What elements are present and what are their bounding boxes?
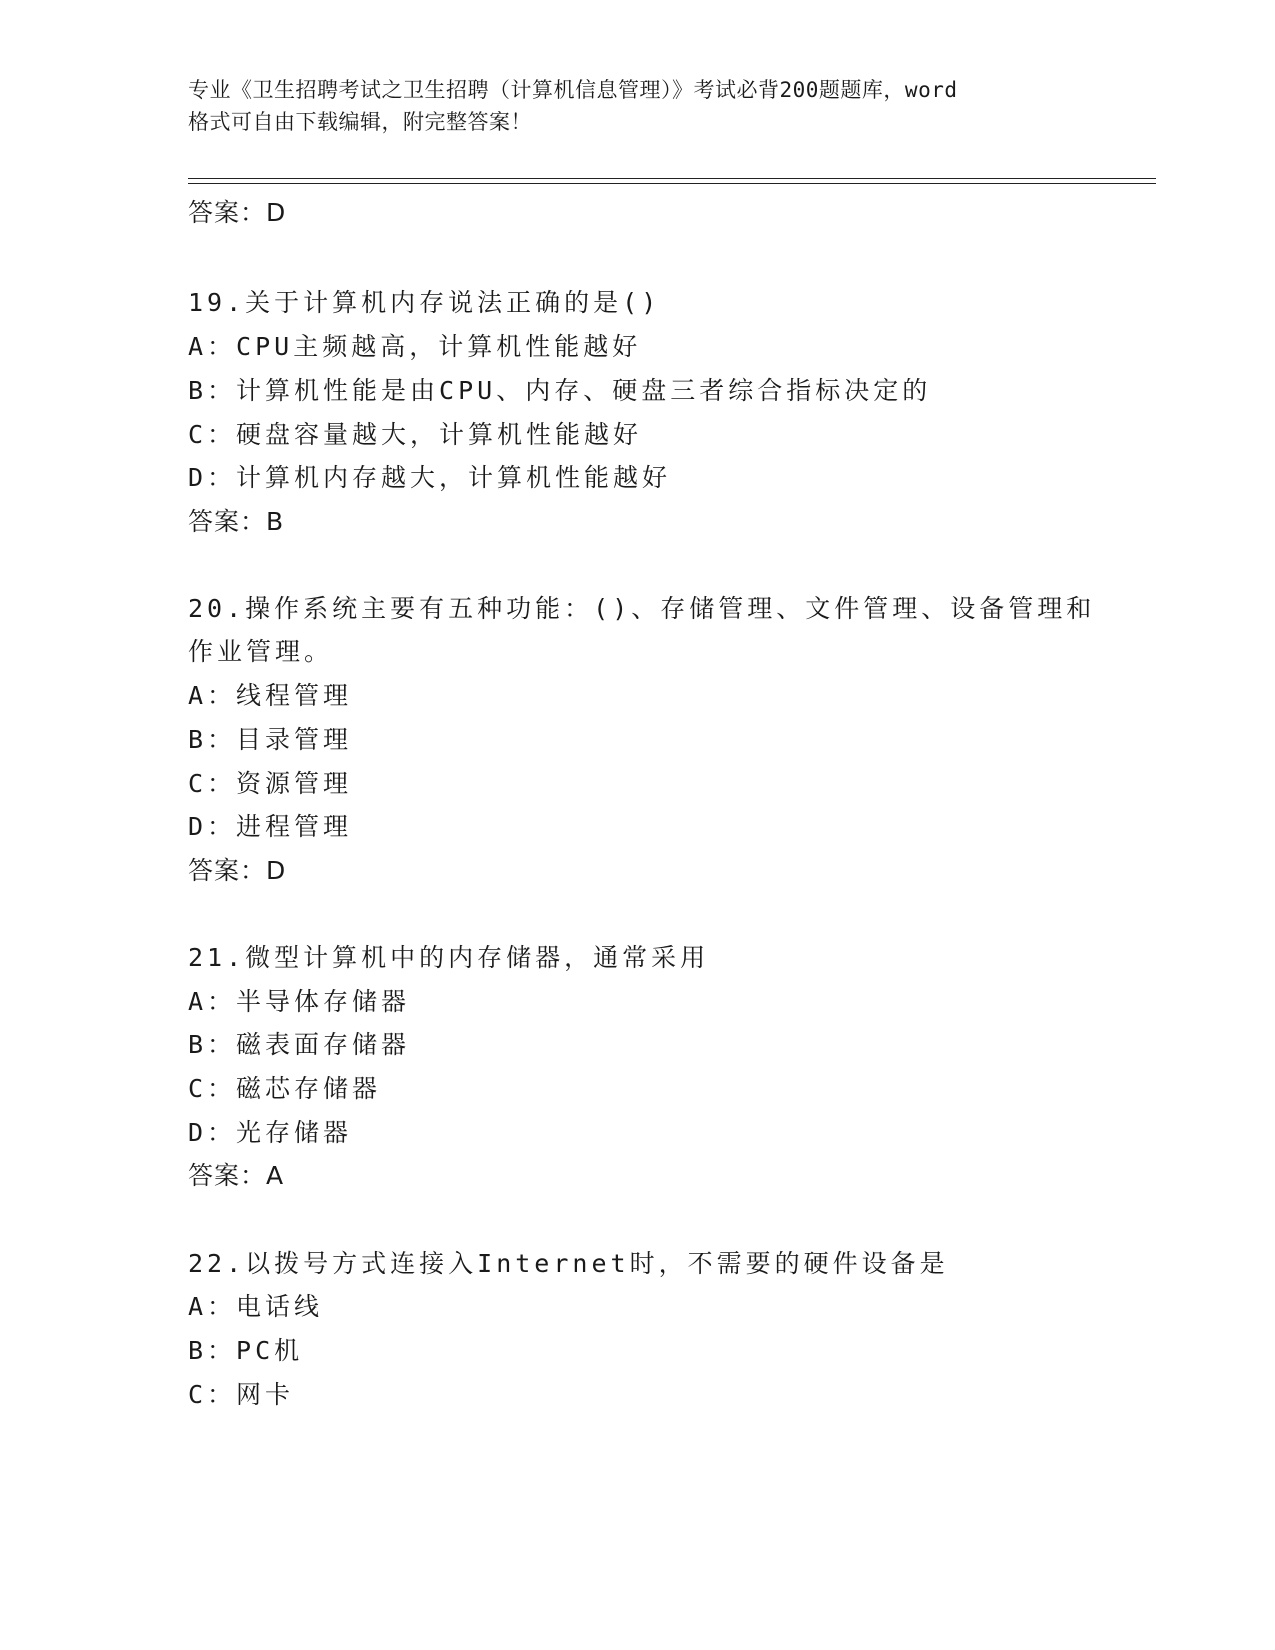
header-line-1: 专业《卫生招聘考试之卫生招聘（计算机信息管理）》考试必背200题题库，word [188,78,958,102]
question-21-option-b: B：磁表面存储器 [188,1030,411,1059]
question-21-stem: 21.微型计算机中的内存储器，通常采用 [188,943,710,972]
question-19-option-c: C：硬盘容量越大，计算机性能越好 [188,420,643,449]
document-header [188,74,1088,138]
previous-answer: 答案：D [188,198,287,227]
question-21-option-c: C：磁芯存储器 [188,1074,382,1103]
question-21-option-a: A：半导体存储器 [188,987,411,1016]
question-19-answer: 答案：B [188,507,285,536]
question-20-answer: 答案：D [188,856,287,885]
question-22-stem: 22.以拨号方式连接入Internet时，不需要的硬件设备是 [188,1249,949,1278]
question-20-stem-line-2: 作业管理。 [188,637,334,666]
question-20-option-a: A：线程管理 [188,681,353,710]
header-line-2: 格式可自由下载编辑，附完整答案！ [188,110,532,134]
question-19-option-d: D：计算机内存越大，计算机性能越好 [188,463,672,492]
question-22-option-c: C：网卡 [188,1380,295,1409]
question-19-option-b: B：计算机性能是由CPU、内存、硬盘三者综合指标决定的 [188,376,932,405]
question-20-stem-line-1: 20.操作系统主要有五种功能：()、存储管理、文件管理、设备管理和 [188,594,1096,623]
question-20-option-c: C：资源管理 [188,769,353,798]
question-19-stem: 19.关于计算机内存说法正确的是() [188,288,661,317]
header-rule-bottom [188,183,1156,184]
header-rule-top [188,178,1156,179]
question-20-option-d: D：进程管理 [188,812,353,841]
question-20-option-b: B：目录管理 [188,725,353,754]
question-21-option-d: D：光存储器 [188,1118,353,1147]
question-22-option-b: B：PC机 [188,1336,304,1365]
question-19-option-a: A：CPU主频越高，计算机性能越好 [188,332,642,361]
question-22-option-a: A：电话线 [188,1292,324,1321]
question-21-answer: 答案：A [188,1161,285,1190]
